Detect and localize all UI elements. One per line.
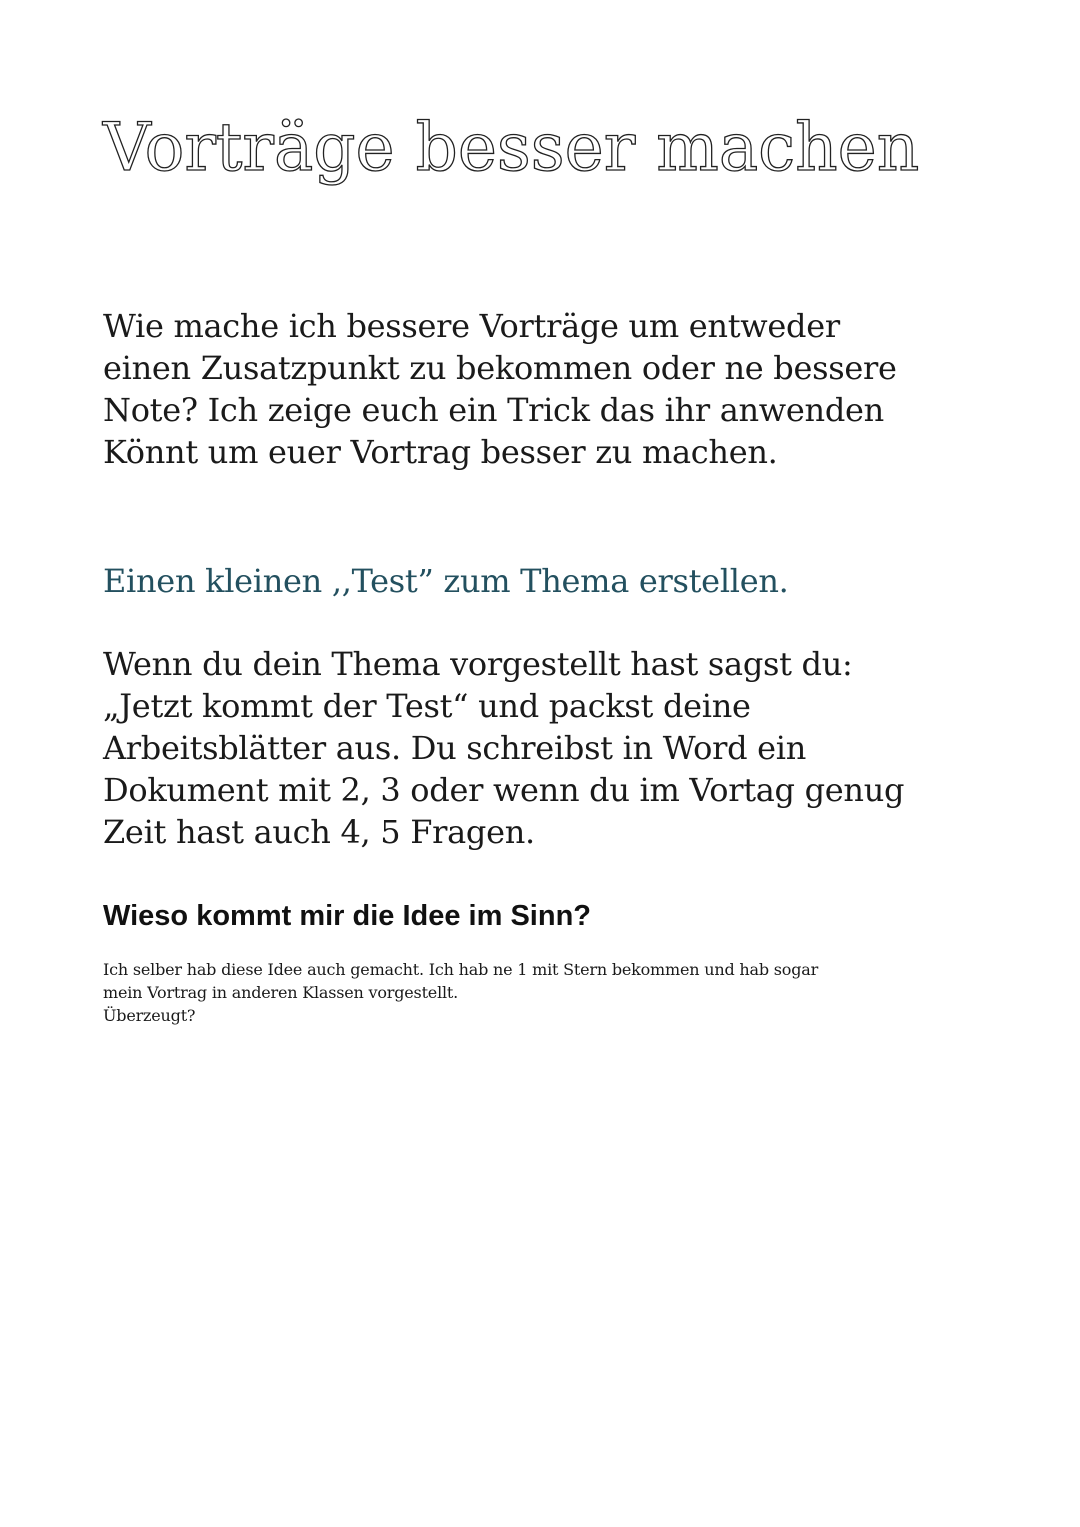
intro-line: Note? Ich zeige euch ein Trick das ihr anwenden xyxy=(103,391,884,429)
small-line: Überzeugt? xyxy=(103,1006,196,1025)
section-subheading: Einen kleinen ,,Test” zum Thema erstellen. xyxy=(103,562,789,600)
body-line: Zeit hast auch 4, 5 Fragen. xyxy=(103,813,535,851)
intro-line: Könnt um euer Vortrag besser zu machen. xyxy=(103,433,778,471)
small-line: Ich selber hab diese Idee auch gemacht. Ich hab ne 1 mit Stern bekommen und hab sogar xyxy=(103,960,819,979)
body-line: Wenn du dein Thema vorgestellt hast sagst du: xyxy=(103,645,853,683)
intro-paragraph xyxy=(103,305,1003,473)
body-line: Arbeitsblätter aus. Du schreibst in Word ein xyxy=(103,729,807,767)
page-title: Vorträge besser machen xyxy=(103,109,920,186)
small-paragraph xyxy=(103,958,983,1027)
question-heading: Wieso kommt mir die Idee im Sinn? xyxy=(103,900,592,932)
body-paragraph xyxy=(103,643,1003,853)
intro-line: Wie mache ich bessere Vorträge um entweder xyxy=(103,307,840,345)
small-line: mein Vortrag in anderen Klassen vorgestellt. xyxy=(103,983,459,1002)
body-line: „Jetzt kommt der Test“ und packst deine xyxy=(103,687,751,725)
body-line: Dokument mit 2, 3 oder wenn du im Vortag genug xyxy=(103,771,905,809)
intro-line: einen Zusatzpunkt zu bekommen oder ne bessere xyxy=(103,349,897,387)
